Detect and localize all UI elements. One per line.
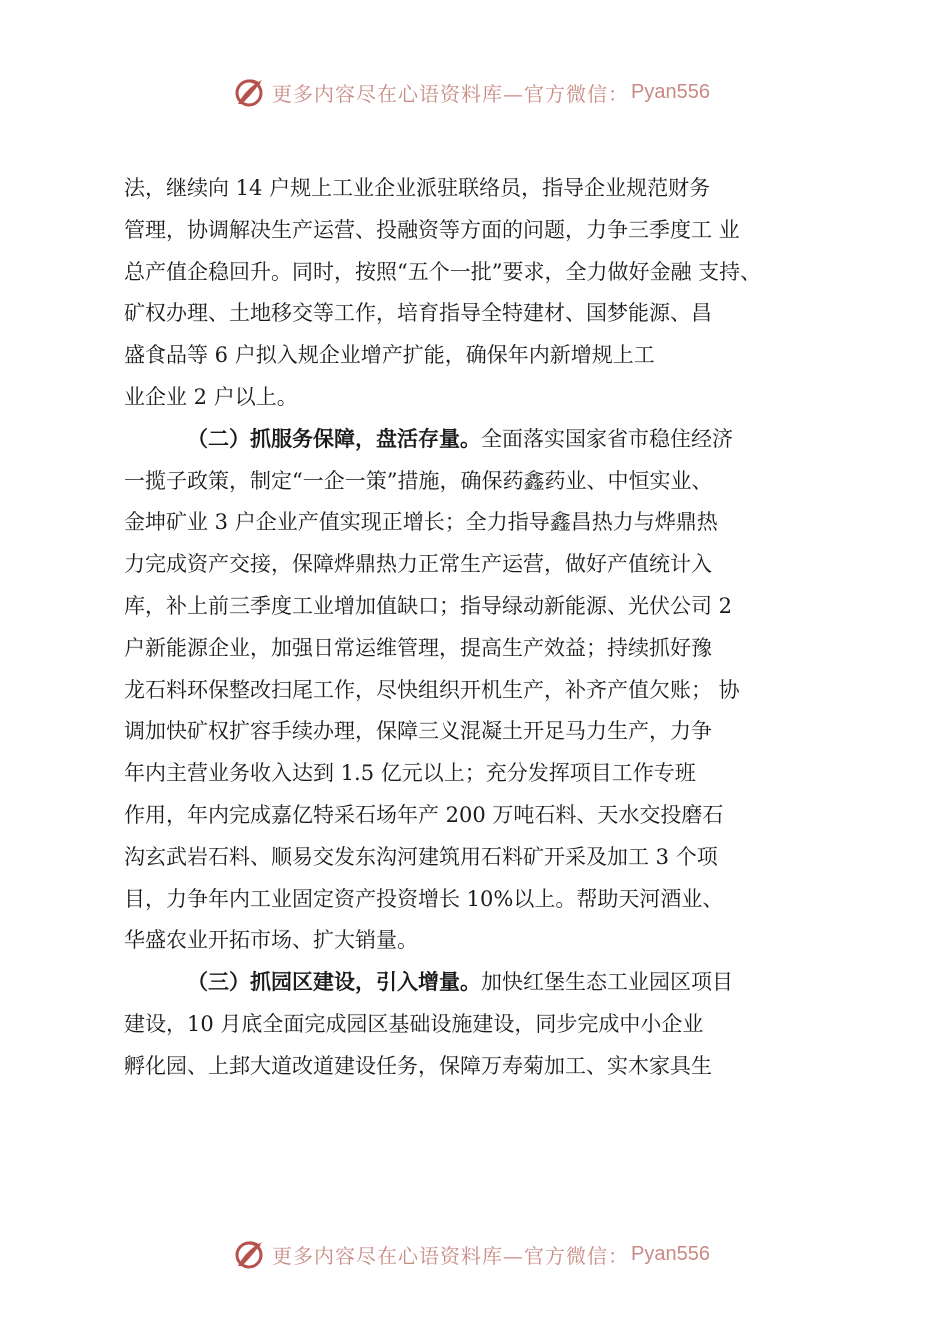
section-heading: （三）抓园区建设，引入增量。 <box>187 970 481 995</box>
text-line: 作用，年内完成嘉亿特采石场年产 200 万吨石料、天水交投磨石 <box>124 802 724 827</box>
watermark-banner-top <box>232 72 710 112</box>
text-line: 矿权办理、土地移交等工作，培育指导全特建材、国梦能源、昌 <box>124 301 712 326</box>
paragraph-first-line <box>124 962 836 1004</box>
text-line: 法，继续向 14 户规上工业企业派驻联络员，指导企业规范财务 <box>124 176 711 200</box>
paragraph-first-line <box>124 419 836 461</box>
text-run: 加快红堡生态工业园区项目 <box>481 970 733 995</box>
text-line: 盛食品等 6 户拟入规企业增产扩能，确保年内新增规上工 <box>124 343 655 368</box>
text-line: 调加快矿权扩容手续办理，保障三义混凝土开足马力生产，力争 <box>124 719 712 744</box>
text-line: 总产值企稳回升。同时，按照“五个一批”要求，全力做好金融 支持、 <box>124 259 762 284</box>
paragraph-2 <box>124 419 836 962</box>
paragraph-3 <box>124 962 836 1087</box>
text-line: 库，补上前三季度工业增加值缺口；指导绿动新能源、光伏公司 2 <box>124 593 733 618</box>
text-line: 华盛农业开拓市场、扩大销量。 <box>124 928 418 953</box>
document-body <box>124 168 836 1088</box>
paragraph-1 <box>124 168 836 419</box>
text-line: 沟玄武岩石料、顺易交发东沟河建筑用石料矿开采及加工 3 个项 <box>124 844 718 869</box>
text-line: 业企业 2 户以上。 <box>124 384 298 409</box>
brush-logo-icon <box>232 74 268 110</box>
text-line: 孵化园、上邽大道改道建设任务，保障万寿菊加工、实木家具生 <box>124 1053 712 1078</box>
section-heading: （二）抓服务保障，盘活存量。 <box>187 426 481 451</box>
text-line: 力完成资产交接，保障烨鼎热力正常生产运营，做好产值统计入 <box>124 552 712 577</box>
watermark-wechat-id: Pyan556 <box>631 1242 710 1265</box>
watermark-wechat-id: Pyan556 <box>631 80 710 103</box>
text-line: 目，力争年内工业固定资产投资增长 10%以上。帮助天河酒业、 <box>124 886 724 911</box>
watermark-text: 更多内容尽在心语资料库—官方微信： <box>272 81 629 106</box>
text-line: 金坤矿业 3 户企业产值实现正增长；全力指导鑫昌热力与烨鼎热 <box>124 510 718 535</box>
text-line: 建设，10 月底全面完成园区基础设施建设，同步完成中小企业 <box>124 1011 704 1036</box>
text-line: 龙石料环保整改扫尾工作，尽快组织开机生产，补齐产值欠账； 协 <box>124 677 740 702</box>
text-line: 一揽子政策，制定“一企一策”措施，确保药鑫药业、中恒实业、 <box>124 468 713 493</box>
text-line: 年内主营业务收入达到 1.5 亿元以上；充分发挥项目工作专班 <box>124 761 696 786</box>
watermark-banner-bottom <box>232 1234 710 1274</box>
text-line: 管理，协调解决生产运营、投融资等方面的问题，力争三季度工 业 <box>124 217 740 242</box>
watermark-text: 更多内容尽在心语资料库—官方微信： <box>272 1243 629 1268</box>
brush-logo-icon <box>232 1236 268 1272</box>
text-line: 户新能源企业，加强日常运维管理，提高生产效益；持续抓好豫 <box>124 635 712 660</box>
text-run: 全面落实国家省市稳住经济 <box>481 426 733 451</box>
